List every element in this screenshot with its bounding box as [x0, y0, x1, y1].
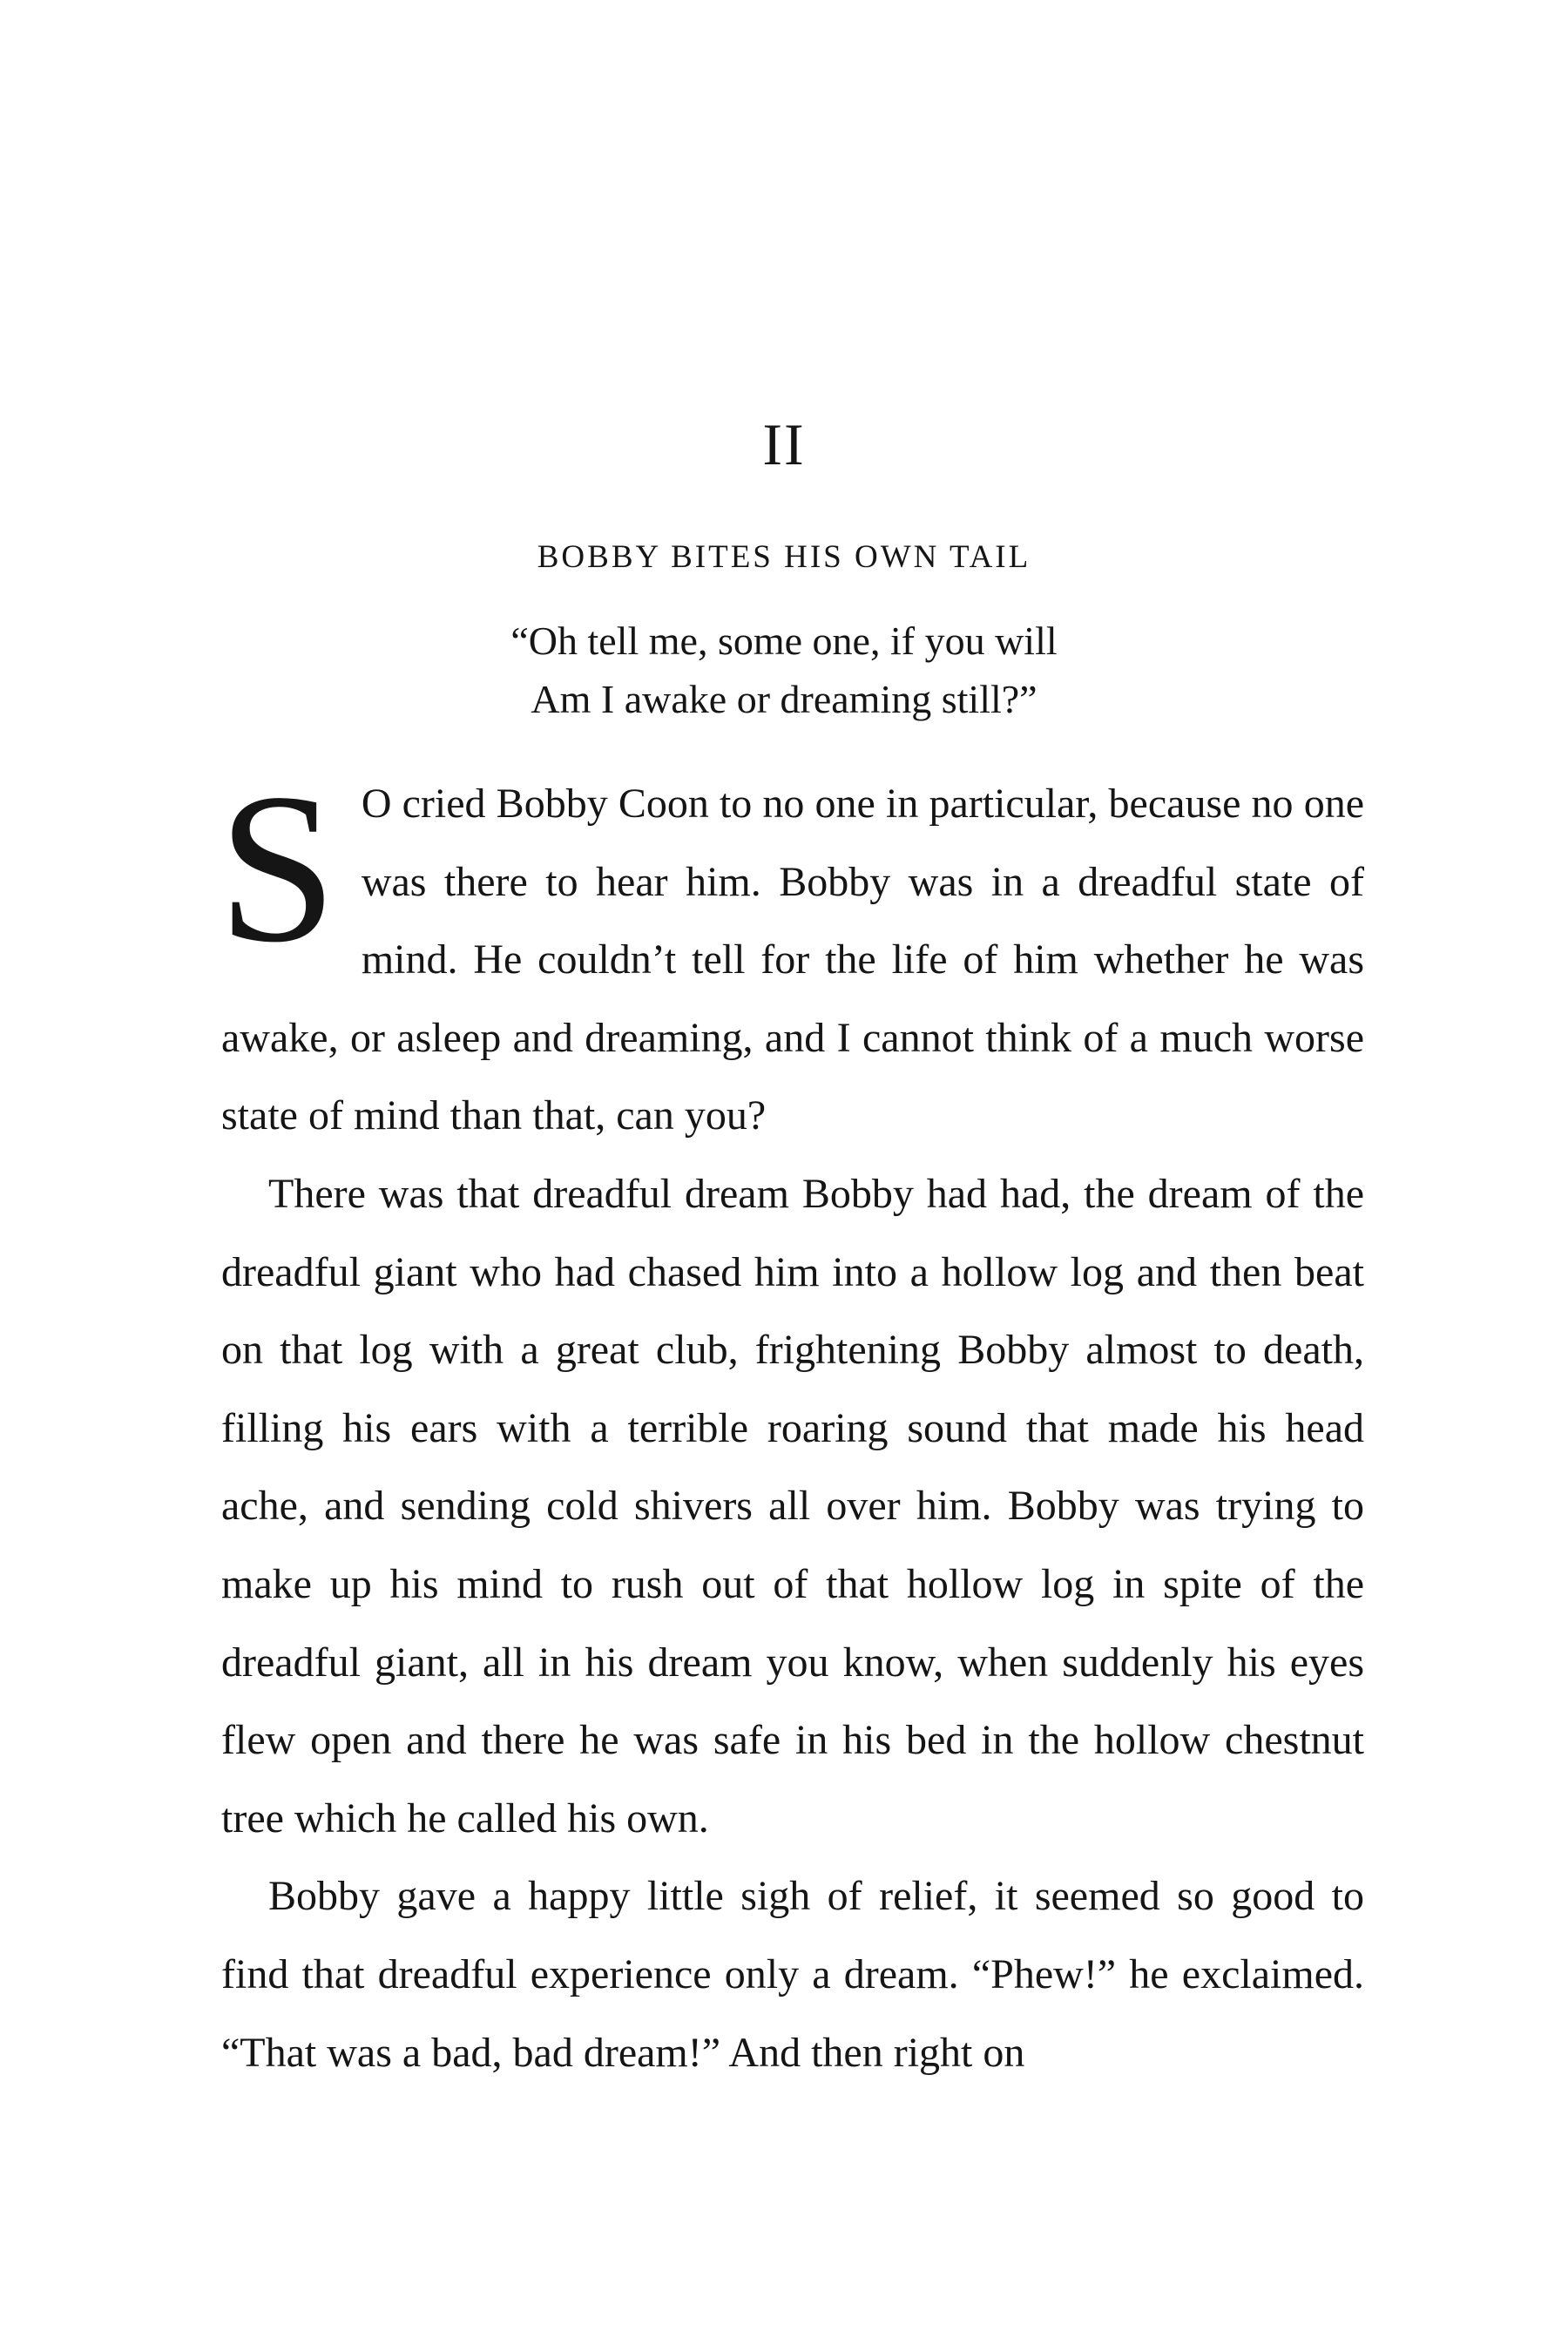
chapter-body: [218, 750, 1364, 2092]
epigraph: [0, 612, 1568, 728]
opening-paragraph: [218, 750, 1364, 1155]
chapter-title: BOBBY BITES HIS OWN TAIL: [537, 538, 1031, 575]
drop-cap: S: [218, 750, 337, 987]
epigraph-line-2: Am I awake or dreaming still?”: [531, 677, 1037, 721]
chapter-number: II: [762, 410, 806, 477]
epigraph-line-1: “Oh tell me, some one, if you will: [510, 618, 1058, 663]
dream-paragraph: There was that dreadful dream Bobby had had, the dream of the dreadful giant who had chased him into a hollow log and then beat on that log with a great club, frightening Bobby almost to death, filling his ears with a terrible roaring sound that made his head ache, and sending cold shivers all over him. Bobby was trying to make up his mind to rush out of that hollow log in spite of the dreadful giant, all in his dream you know, when suddenly his eyes flew open and there he was safe in his bed in the hollow chestnut tree which he called his own.: [221, 1170, 1364, 1842]
opening-paragraph-text: O cried Bobby Coon to no one in particular, because no one was there to hear him. Bobby was in a dreadful state of mind. He couldn’t tell for the life of him whether he was awake, or asleep and dreaming, and I cannot think of a much worse state of mind than that, can you?: [221, 781, 1364, 1139]
relief-paragraph: Bobby gave a happy little sigh of relief, it seemed so good to find that dreadful experience only a dream. “Phew!” he exclaimed. “That was a bad, bad dream!” And then right on: [221, 1873, 1364, 2076]
